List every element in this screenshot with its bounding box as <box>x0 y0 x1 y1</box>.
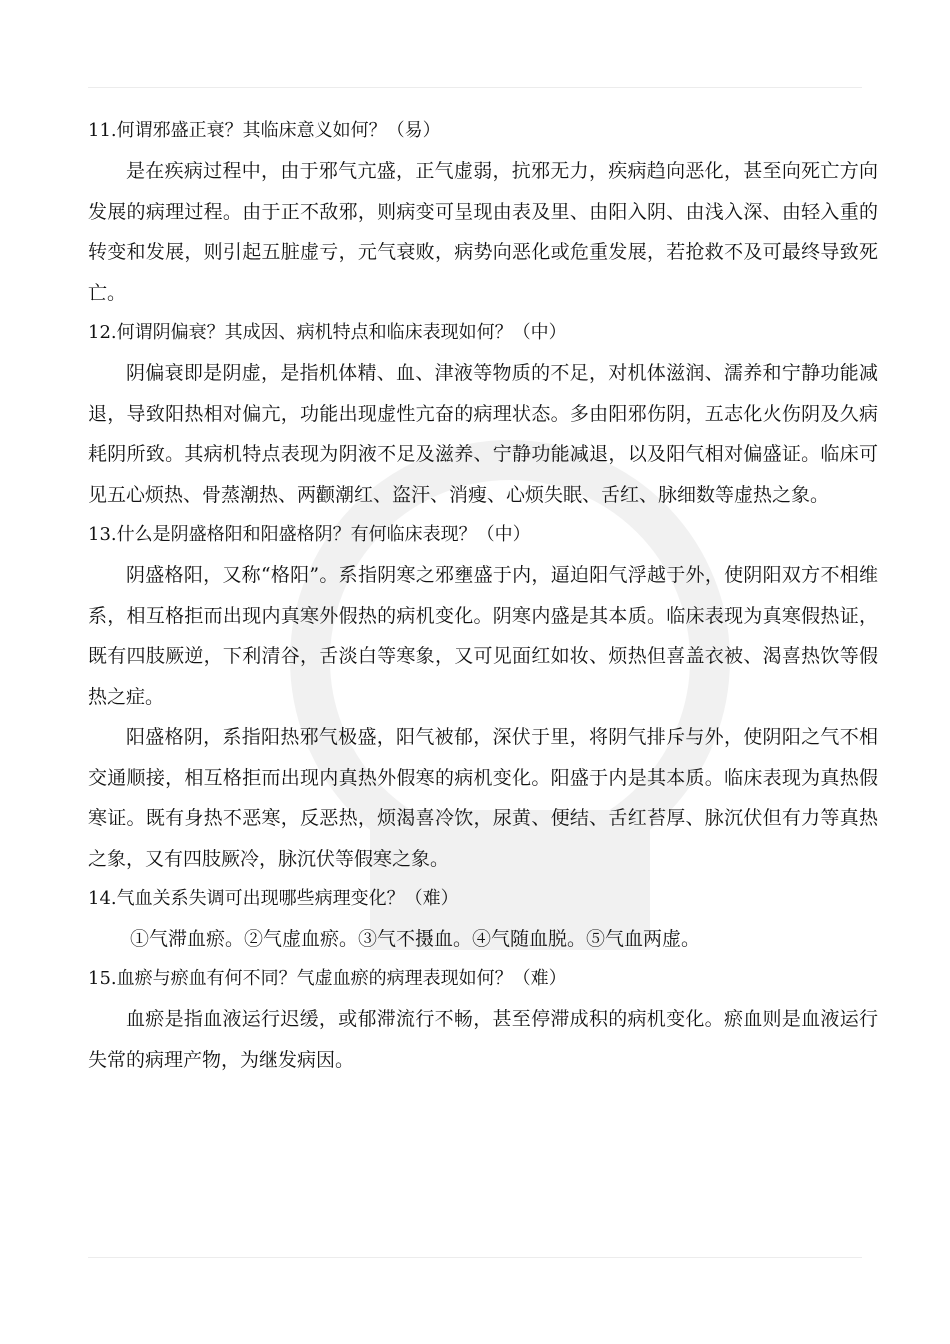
footer-rule <box>88 1257 862 1258</box>
question-title: 12.何谓阴偏衰？其成因、病机特点和临床表现如何？（中） <box>88 322 567 343</box>
answer-list: ①气滞血瘀。②气虚血瘀。③气不摄血。④气随血脱。⑤气血两虚。 <box>130 928 701 950</box>
answer-paragraph: 阴盛格阳，又称“格阳”。系指阴寒之邪壅盛于内，逼迫阳气浮越于外，使阴阳双方不相维系，相互格拒而出现内真寒外假热的病机变化。阴寒内盛是其本质。临床表现为真寒假热证，既有四肢厥逆，下利清谷，舌淡白等寒象，又可见面红如妆、烦热但喜盖衣被、渴喜热饮等假热之症。 <box>88 564 878 708</box>
answer-paragraph: 阳盛格阴，系指阳热邪气极盛，阳气被郁，深伏于里，将阴气排斥与外，使阴阳之气不相交通顺接，相互格拒而出现内真热外假寒的病机变化。阳盛于内是其本质。临床表现为真热假寒证。既有身热不恶寒，反恶热，烦渴喜冷饮，尿黄、便结、舌红苔厚、脉沉伏但有力等真热之象，又有四肢厥冷，脉沉伏等假寒之象。 <box>88 726 878 870</box>
answer-paragraph: 血瘀是指血液运行迟缓，或郁滞流行不畅，甚至停滞成积的病机变化。瘀血则是血液运行失常的病理产物，为继发病因。 <box>88 1008 878 1071</box>
question-title: 14.气血关系失调可出现哪些病理变化？（难） <box>88 888 459 909</box>
question-15 <box>88 959 878 1080</box>
answer-paragraph: 阴偏衰即是阴虚，是指机体精、血、津液等物质的不足，对机体滋润、濡养和宁静功能减退，导致阳热相对偏亢，功能出现虚性亢奋的病理状态。多由阳邪伤阴，五志化火伤阴及久病耗阴所致。其病机特点表现为阴液不足及滋养、宁静功能减退，以及阳气相对偏盛证。临床可见五心烦热、骨蒸潮热、两颧潮红、盗汗、消瘦、心烦失眠、舌红、脉细数等虚热之象。 <box>88 362 878 506</box>
question-14 <box>88 879 878 959</box>
question-12 <box>88 313 878 515</box>
question-title: 13.什么是阴盛格阳和阳盛格阴？有何临床表现？（中） <box>88 524 531 545</box>
answer-paragraph: 是在疾病过程中，由于邪气亢盛，正气虚弱，抗邪无力，疾病趋向恶化，甚至向死亡方向发展的病理过程。由于正不敌邪，则病变可呈现由表及里、由阳入阴、由浅入深、由轻入重的转变和发展，则引起五脏虚亏，元气衰败，病势向恶化或危重发展，若抢救不及可最终导致死亡。 <box>88 160 878 304</box>
question-11 <box>88 111 878 313</box>
question-title: 11.何谓邪盛正衰？其临床意义如何？（易） <box>88 120 441 141</box>
header-rule <box>88 87 862 88</box>
question-title: 15.血瘀与瘀血有何不同？气虚血瘀的病理表现如何？（难） <box>88 968 567 989</box>
question-13 <box>88 515 878 879</box>
document-body <box>88 111 878 1080</box>
